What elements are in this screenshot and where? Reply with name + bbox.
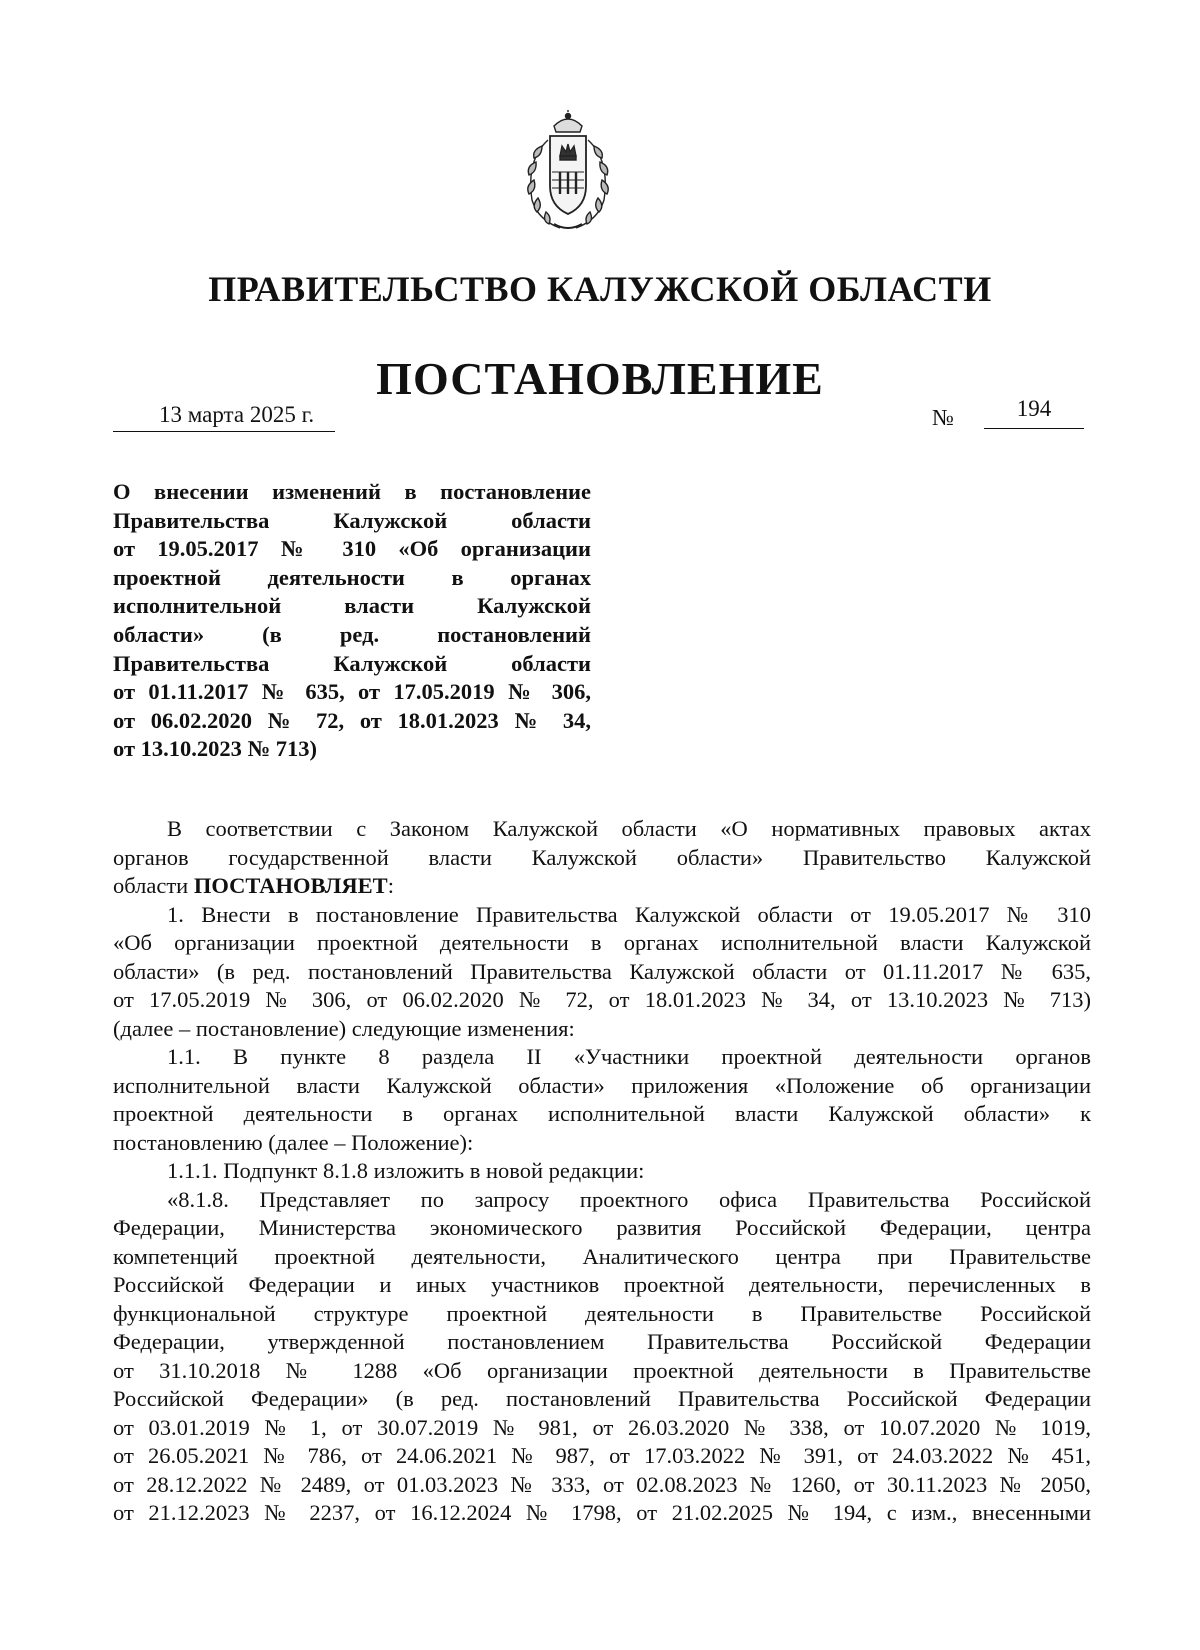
document-date: 13 марта 2025 г. [113, 402, 335, 432]
subject-line: от 06.02.2020 № 72, от 18.01.2023 № 34, [113, 707, 591, 733]
paragraph-1-1-1 [113, 1157, 1091, 1186]
subject-line: от 13.10.2023 № 713) [113, 736, 317, 762]
body-line: от 26.05.2021 № 786, от 24.06.2021 № 987, от 17.03.2022 № 391, от 24.03.2022 № 451, [113, 1443, 1091, 1468]
body-line: «Об организации проектной деятельности в органах исполнительной власти Калужской [113, 930, 1091, 955]
paragraph-8-1-8 [113, 1186, 1091, 1528]
subject-line: от 19.05.2017 № 310 «Об организации [113, 536, 591, 562]
subject-line: от 01.11.2017 № 635, от 17.05.2019 № 306, [113, 679, 591, 705]
body-line [113, 872, 1091, 901]
body-line: (далее – постановление) следующие изменения: [113, 1015, 575, 1041]
body-line: Российской Федерации» (в ред. постановлений Правительства Российской Федерации [113, 1386, 1091, 1411]
subject-line: Правительства Калужской области [113, 507, 591, 533]
government-title: ПРАВИТЕЛЬСТВО КАЛУЖСКОЙ ОБЛАСТИ [208, 269, 992, 309]
subject-line: исполнительной власти Калужской [113, 593, 591, 619]
body-line: «8.1.8. Представляет по запросу проектного офиса Правительства Российской [167, 1186, 1091, 1212]
body-line: постановлению (далее – Положение): [113, 1129, 474, 1155]
body-line: Российской Федерации и иных участников проектной деятельности, перечисленных в [113, 1272, 1091, 1297]
body-line: от 28.12.2022 № 2489, от 01.03.2023 № 333, от 02.08.2023 № 1260, от 30.11.2023 № 2050, [113, 1471, 1091, 1497]
subject-line: О внесении изменений в постановление [113, 479, 591, 504]
number-label: № [932, 405, 954, 430]
decree-word: ПОСТАНОВЛЯЕТ [193, 873, 388, 898]
subject-line: области» (в ред. постановлений [113, 621, 591, 647]
coat-of-arms-emblem [518, 110, 618, 236]
document-type-title: ПОСТАНОВЛЕНИЕ [376, 353, 824, 404]
body-line: Федерации, Министерства экономического развития Российской Федерации, центра [113, 1215, 1091, 1240]
body-line: области» (в ред. постановлений Правительства Калужской области от 01.11.2017 № 635, [113, 958, 1091, 984]
body-line: компетенций проектной деятельности, Аналитического центра при Правительстве [113, 1243, 1091, 1269]
body-line: 1.1. В пункте 8 раздела II «Участники проектной деятельности органов [167, 1044, 1091, 1069]
paragraph-1-1 [113, 1043, 1091, 1157]
body-line: функциональной структуре проектной деятельности в Правительстве Российской [113, 1300, 1091, 1326]
body-line: В соответствии с Законом Калужской области «О нормативных правовых актах [167, 816, 1091, 841]
body-line: от 21.12.2023 № 2237, от 16.12.2024 № 1798, от 21.02.2025 № 194, с изм., внесенными [113, 1500, 1091, 1525]
body-text: области [113, 873, 194, 898]
document-subject [113, 478, 591, 764]
document-body [113, 815, 1091, 1528]
preamble-paragraph [113, 815, 1091, 901]
document-number-block [932, 396, 1087, 432]
body-line: Федерации, утвержденной постановлением Правительства Российской Федерации [113, 1329, 1091, 1354]
subject-line: проектной деятельности в органах [113, 564, 591, 590]
paragraph-1 [113, 901, 1091, 1044]
document-number: 194 [984, 396, 1084, 429]
body-line: органов государственной власти Калужской области» Правительство Калужской [113, 844, 1091, 870]
subject-line: Правительства Калужской области [113, 650, 591, 676]
body-line: от 17.05.2019 № 306, от 06.02.2020 № 72, от 18.01.2023 № 34, от 13.10.2023 № 713) [113, 987, 1091, 1012]
body-text: : [387, 873, 394, 898]
body-line: 1.1.1. Подпункт 8.1.8 изложить в новой редакции: [167, 1158, 645, 1183]
body-line: 1. Внести в постановление Правительства Калужской области от 19.05.2017 № 310 [167, 901, 1091, 927]
body-line: исполнительной власти Калужской области» приложения «Положение об организации [113, 1072, 1091, 1098]
body-line: от 03.01.2019 № 1, от 30.07.2019 № 981, от 26.03.2020 № 338, от 10.07.2020 № 1019, [113, 1414, 1091, 1440]
body-line: от 31.10.2018 № 1288 «Об организации проектной деятельности в Правительстве [113, 1357, 1091, 1383]
body-line: проектной деятельности в органах исполнительной власти Калужской области» к [113, 1101, 1091, 1126]
